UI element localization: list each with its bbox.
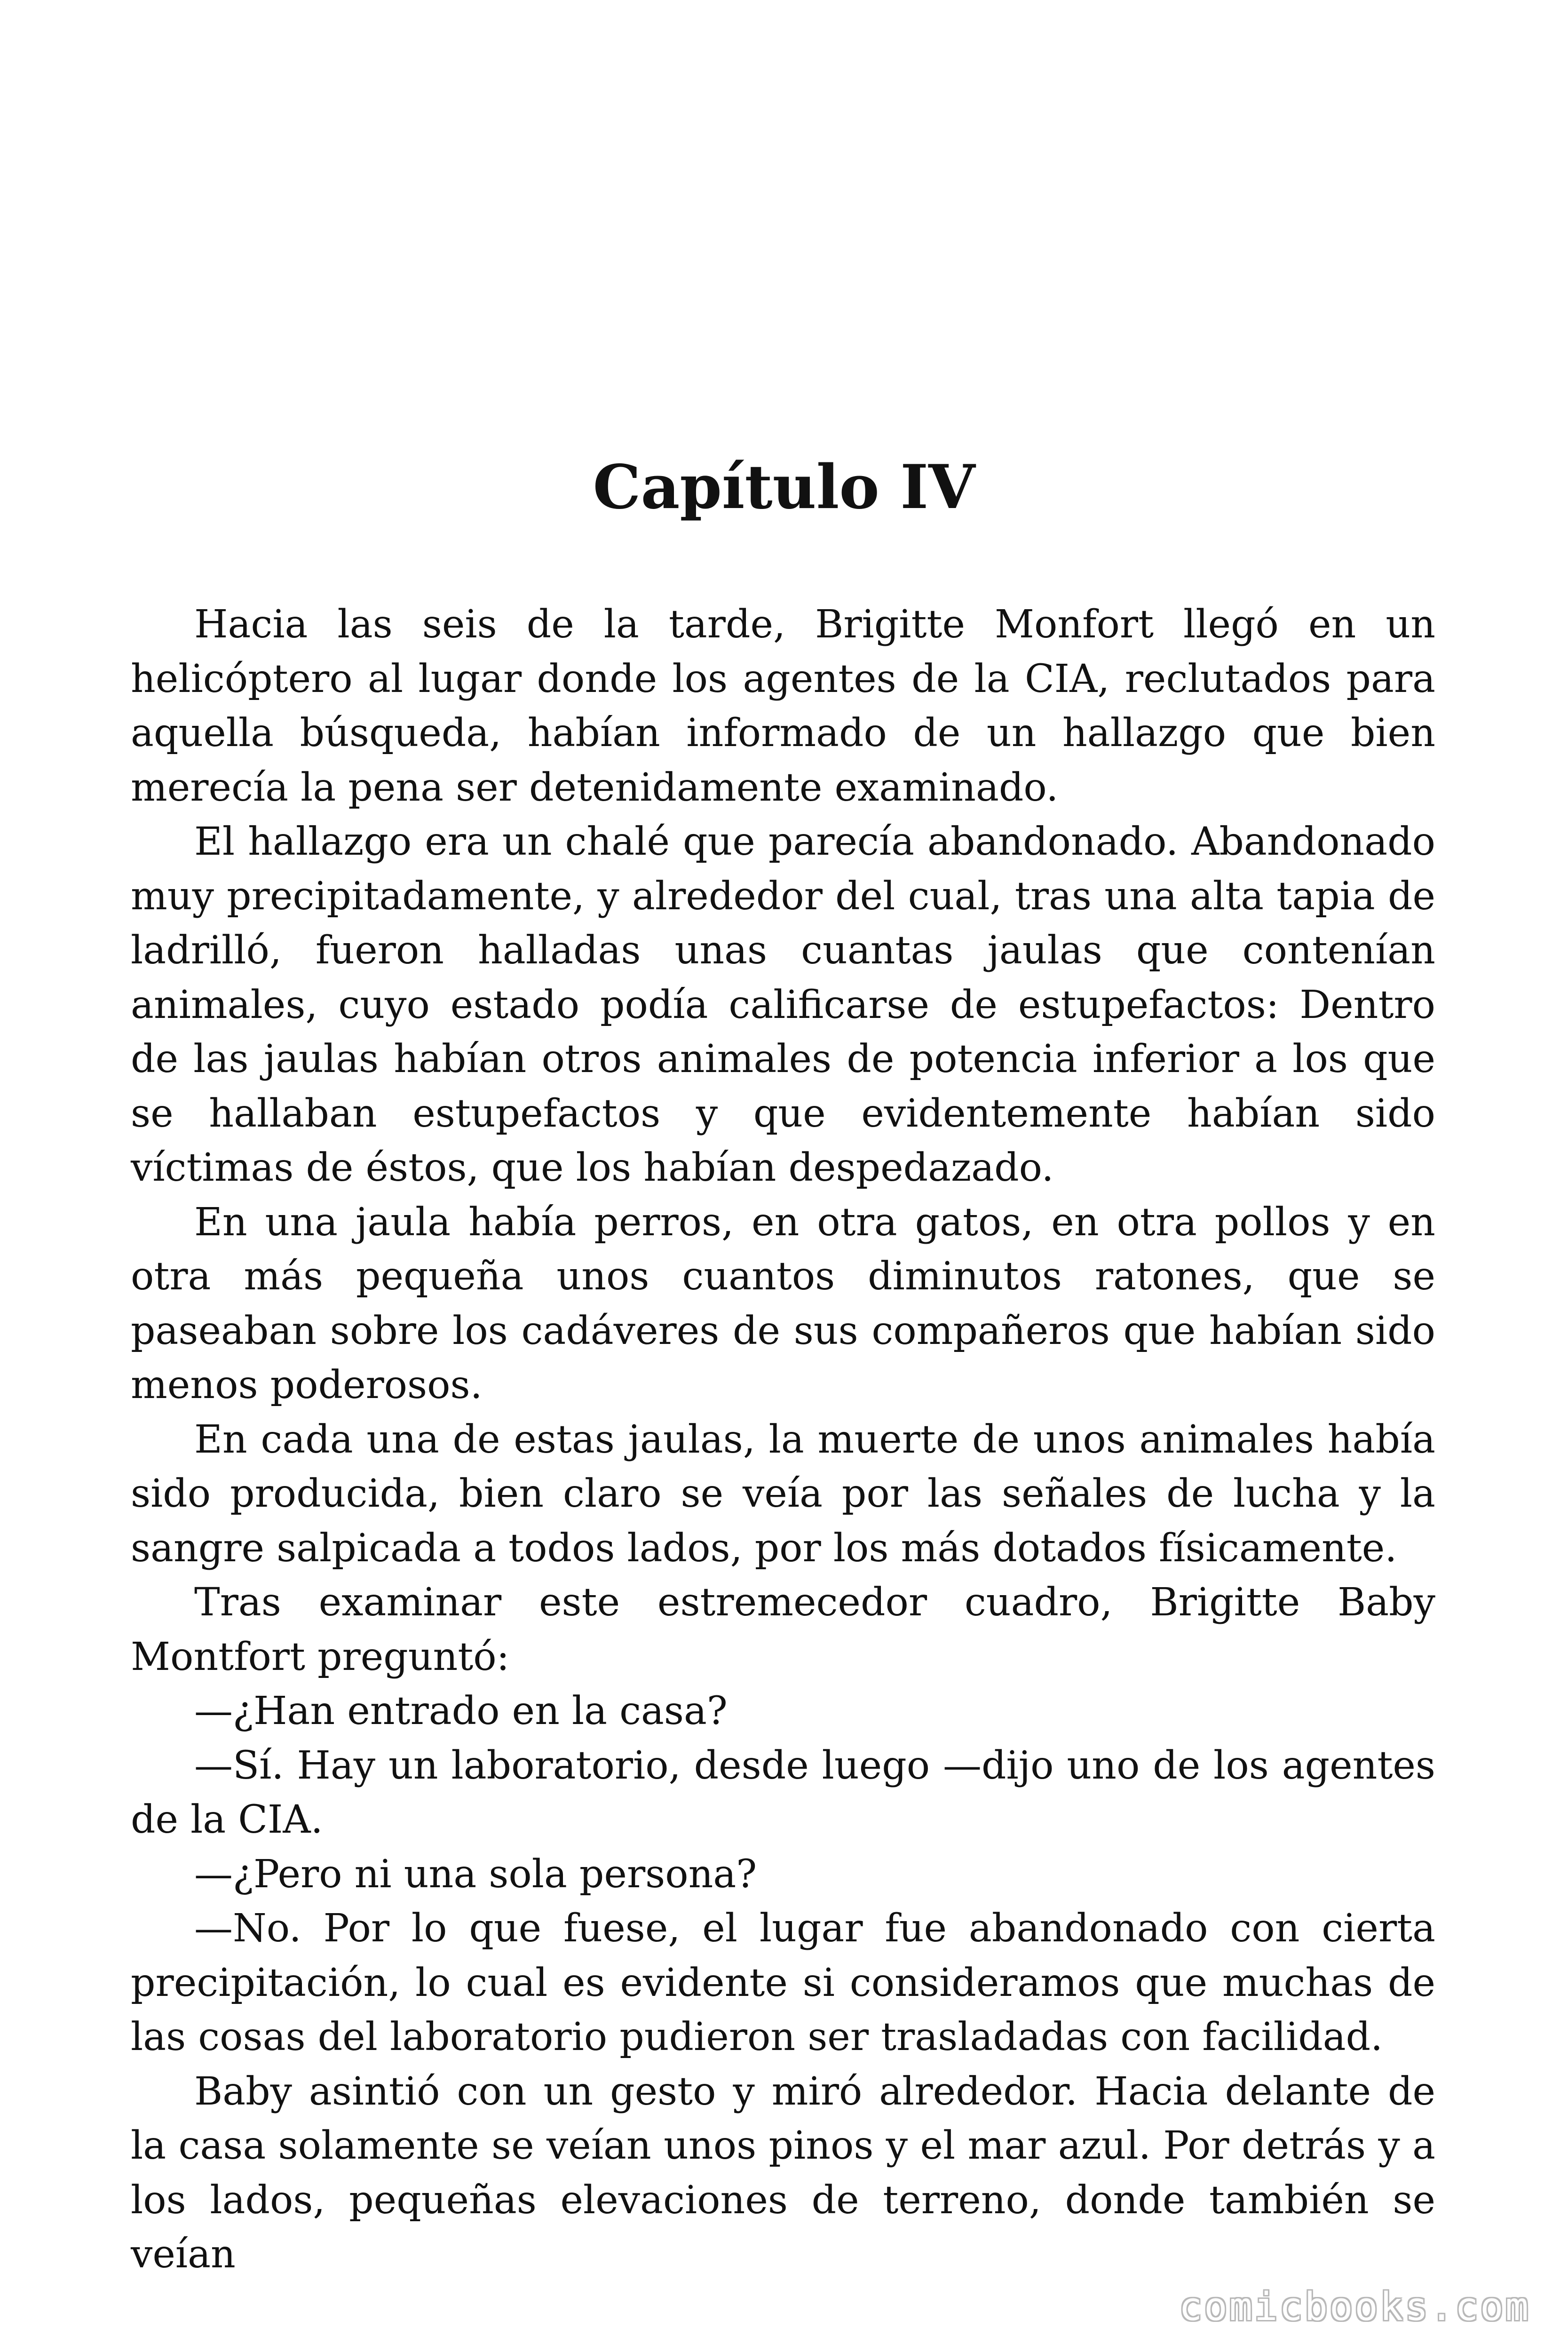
dialogue-line: —¿Han entrado en la casa? — [194, 1689, 728, 1733]
paragraph: El hallazgo era un chalé que parecía abandonado. Abandonado muy precipitadamente, y alrededor del cual, tras una alta tapia de ladrilló, fueron halladas unas cuantas jaulas que contenían animales, cuyo estado podía calificarse de estupefactos: Dentro de las jaulas habían otros animales de potencia inferior a los que se hallaban estupefactos y que evidentemente habían sido víctimas de éstos, que los habían despedazado. — [131, 819, 1435, 1190]
dialogue-line: —¿Pero ni una sola persona? — [194, 1851, 757, 1897]
paragraph: Tras examinar este estremecedor cuadro, Brigitte Baby Montfort preguntó: — [131, 1580, 1435, 1679]
paragraph: Baby asintió con un gesto y miró alrededor. Hacia delante de la casa solamente se veían unos pinos y el mar azul. Por detrás y a los lados, pequeñas elevaciones de terreno, donde también se veían — [131, 2069, 1435, 2277]
watermark: comicbooks.com — [1179, 2285, 1530, 2329]
paragraph: Hacia las seis de la tarde, Brigitte Monfort llegó en un helicóptero al lugar donde los agentes de la CIA, reclutados para aquella búsqueda, habían informado de un hallazgo que bien merecía la pena ser detenidamente examinado. — [131, 602, 1435, 810]
paragraph: En cada una de estas jaulas, la muerte de unos animales había sido producida, bien claro se veía por las señales de lucha y la sangre salpicada a todos lados, por los más dotados físicamente. — [131, 1417, 1435, 1571]
chapter-body — [131, 597, 1435, 2282]
chapter-title: Capítulo IV — [593, 452, 975, 523]
paragraph: En una jaula había perros, en otra gatos, en otra pollos y en otra más pequeña unos cuantos diminutos ratones, que se paseaban sobre los cadáveres de sus compañeros que habían sido menos poderosos. — [131, 1200, 1435, 1407]
dialogue-line: —No. Por lo que fuese, el lugar fue abandonado con cierta precipitación, lo cual es evidente si consideramos que muchas de las cosas del laboratorio pudieron ser trasladadas con facilidad. — [131, 1906, 1435, 2059]
dialogue-line: —Sí. Hay un laboratorio, desde luego —dijo uno de los agentes de la CIA. — [131, 1743, 1435, 1842]
